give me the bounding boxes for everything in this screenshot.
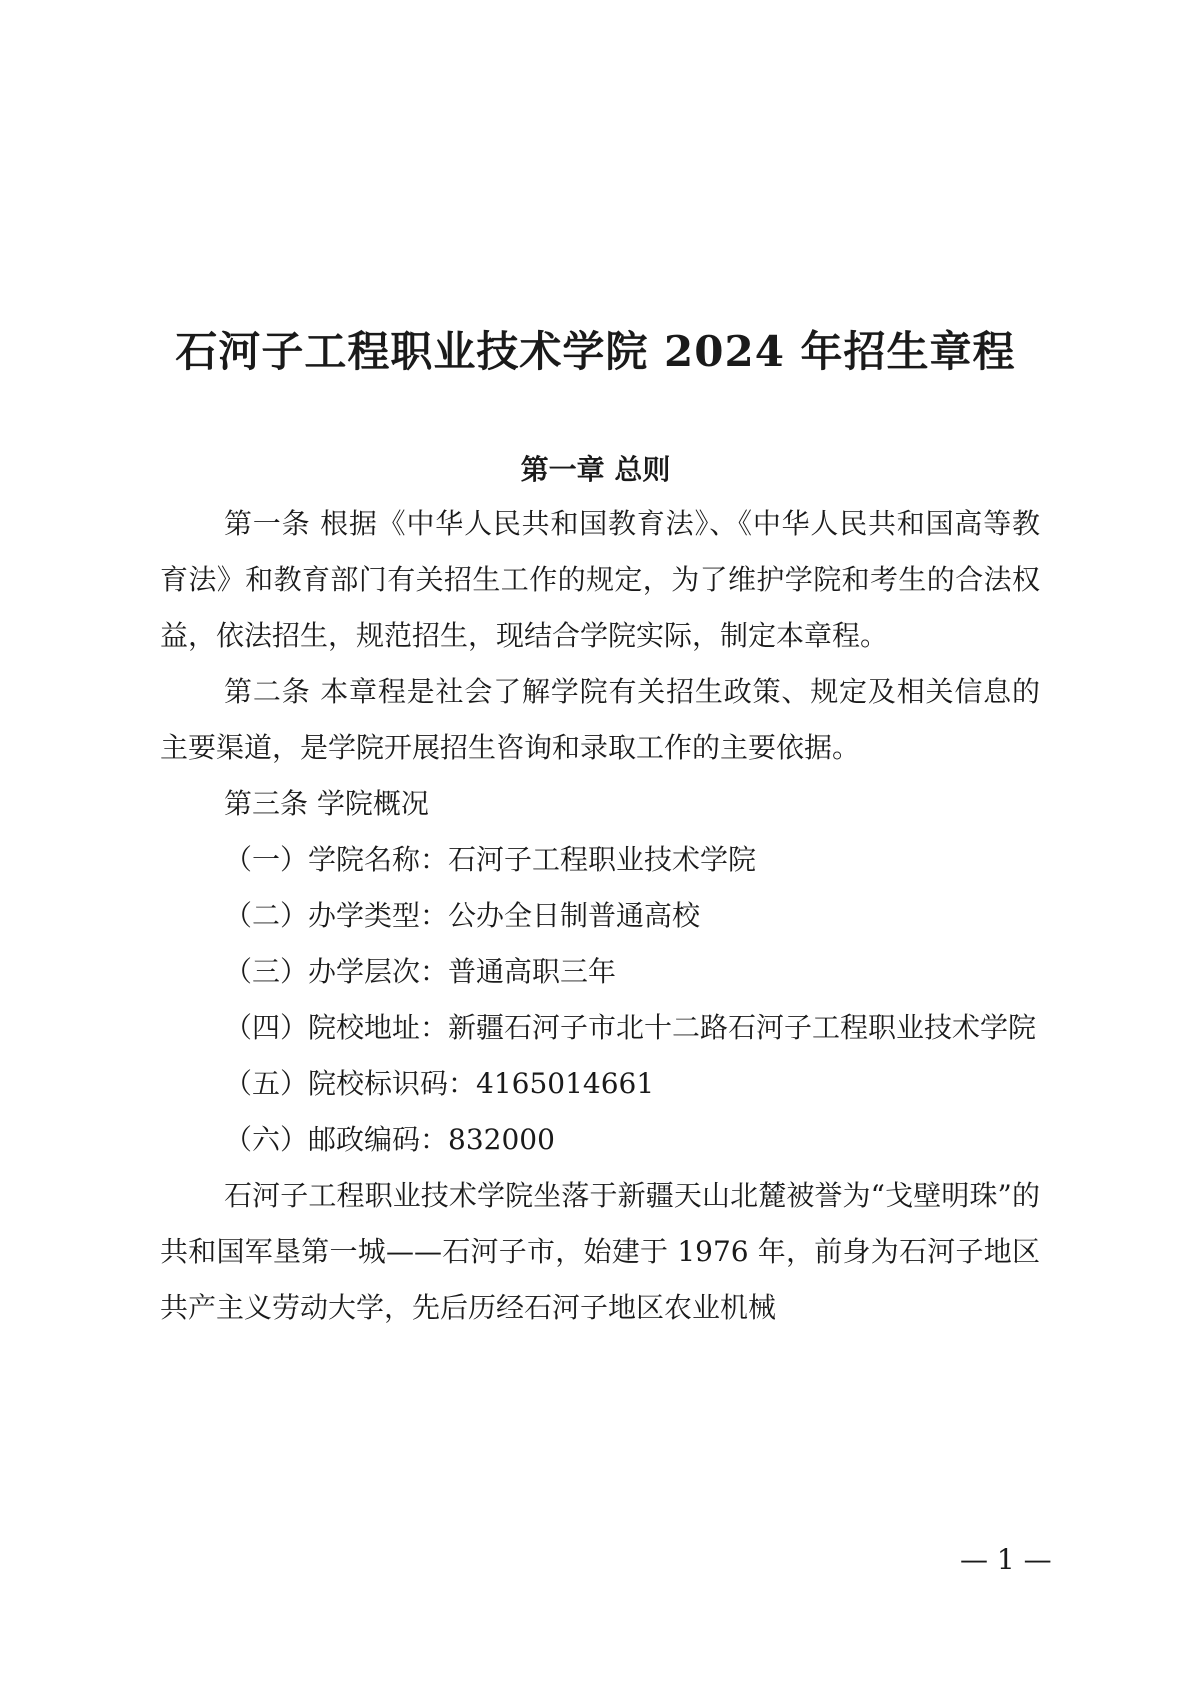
page-number: — 1 — [960, 1543, 1052, 1576]
overview-item-level: （三）办学层次：普通高职三年 [224, 955, 617, 988]
article-1-paragraph: 第一条 根据《中华人民共和国教育法》、《中华人民共和国高等教育法》和教育部门有关招生工作的规定，为了维护学院和考生的合法权益，依法招生，规范招生，现结合学院实际，制定本章程。 [160, 507, 1040, 652]
document-title: 石河子工程职业技术学院 2024 年招生章程 [175, 327, 1016, 376]
document-body [160, 496, 1040, 1336]
overview-item-postcode: （六）邮政编码：832000 [224, 1123, 555, 1156]
college-intro-paragraph: 石河子工程职业技术学院坐落于新疆天山北麓被誉为“戈壁明珠”的共和国军垦第一城——石河子市，始建于 1976 年，前身为石河子地区共产主义劳动大学，先后历经石河子地区农业机械 [160, 1179, 1040, 1324]
overview-item-code: （五）院校标识码：4165014661 [224, 1067, 655, 1100]
article-2-paragraph: 第二条 本章程是社会了解学院有关招生政策、规定及相关信息的主要渠道，是学院开展招生咨询和录取工作的主要依据。 [160, 675, 1040, 764]
overview-item-address: （四）院校地址：新疆石河子市北十二路石河子工程职业技术学院 [224, 1011, 1037, 1044]
overview-item-type: （二）办学类型：公办全日制普通高校 [224, 899, 701, 932]
overview-item-name: （一）学院名称：石河子工程职业技术学院 [224, 843, 757, 876]
chapter-heading: 第一章 总则 [520, 453, 671, 486]
article-3-heading: 第三条 学院概况 [224, 787, 429, 820]
